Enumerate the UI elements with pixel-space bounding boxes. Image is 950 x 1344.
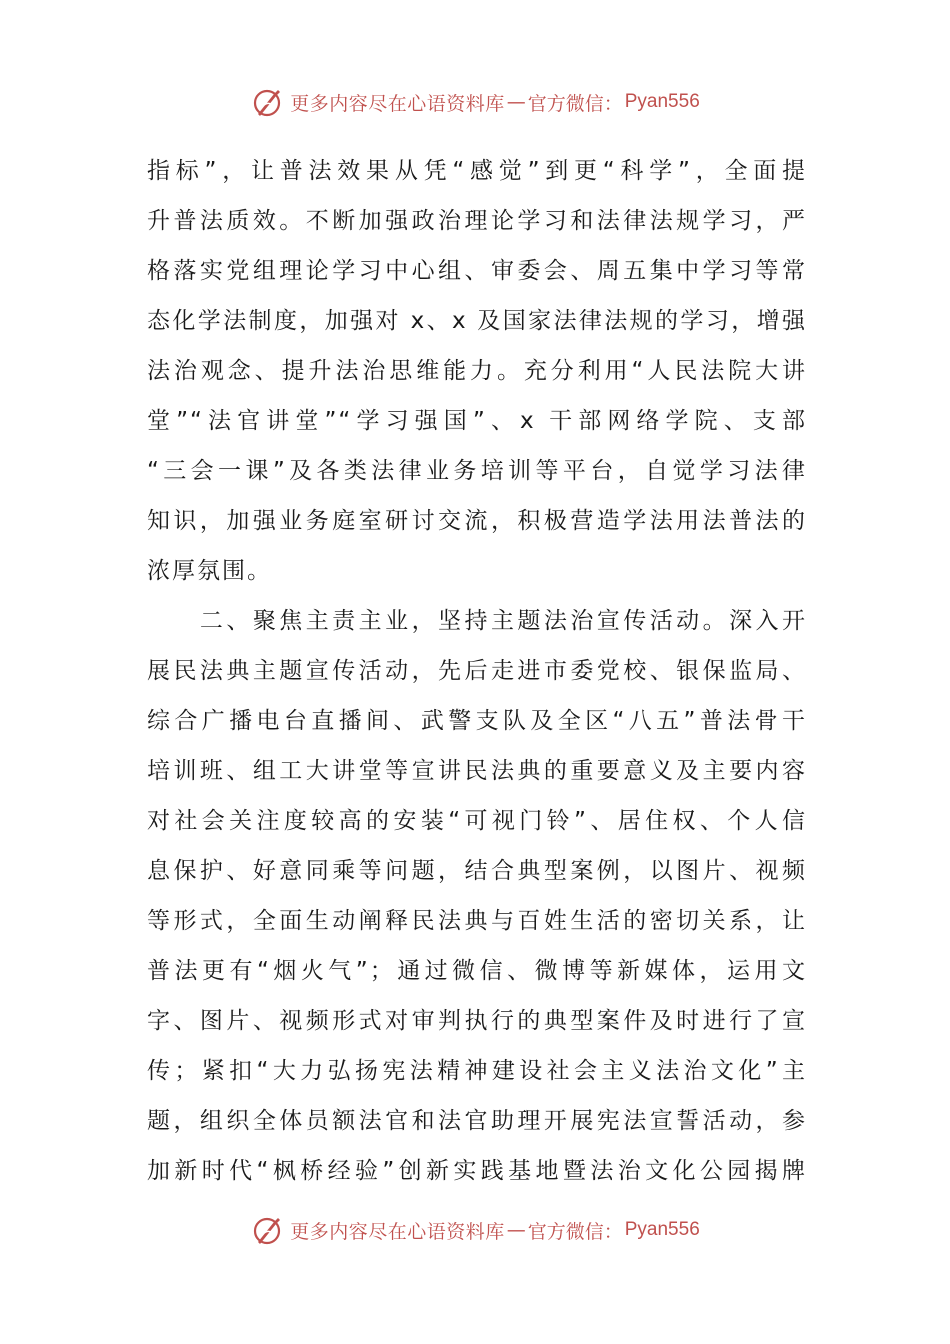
text-line: 字、图片、视频形式对审判执行的典型案件及时进行了宣	[147, 1008, 807, 1034]
banner-wechat-label: 官方微信：	[527, 1220, 623, 1243]
banner-dash: —	[506, 91, 526, 113]
text-line: 等形式，全面生动阐释民法典与百姓生活的密切关系，让	[147, 908, 807, 934]
text-line: 知识，加强业务庭室研讨交流，积极营造学法用法普法的	[147, 508, 807, 534]
text-line: 培训班、组工大讲堂等宣讲民法典的重要意义及主要内容	[147, 758, 807, 784]
pen-logo-icon	[250, 84, 286, 120]
text-line: 指标”，让普法效果从凭“感觉”到更“科学”，全面提	[147, 158, 807, 184]
text-line: 题，组织全体员额法官和法官助理开展宪法宣誓活动，参	[147, 1108, 807, 1134]
text-line: 堂”“法官讲堂”“学习强国”、x 干部网络学院、支部	[147, 408, 807, 434]
banner-dash: —	[506, 1219, 526, 1241]
header-banner	[0, 82, 950, 122]
text-line: 态化学法制度，加强对 x、x 及国家法律法规的学习，增强	[147, 308, 807, 334]
text-line: 格落实党组理论学习中心组、审委会、周五集中学习等常	[147, 258, 807, 284]
banner-wechat-id: Pyan556	[624, 91, 700, 112]
text-line: 法治观念、提升法治思维能力。充分利用“人民法院大讲	[147, 358, 807, 384]
pen-logo-icon	[250, 1212, 286, 1248]
banner-wechat-label: 官方微信：	[527, 92, 623, 115]
text-line: 二、聚焦主责主业，坚持主题法治宣传活动。深入开	[147, 608, 807, 634]
text-line: 普法更有“烟火气”；通过微信、微博等新媒体，运用文	[147, 958, 807, 984]
text-line: 息保护、好意同乘等问题，结合典型案例，以图片、视频	[147, 858, 807, 884]
banner-wechat-id: Pyan556	[624, 1219, 700, 1240]
banner-text: 更多内容尽在心语资料库	[290, 1220, 505, 1243]
footer-banner	[0, 1210, 950, 1250]
document-body	[147, 146, 807, 1196]
text-line: 传；紧扣“大力弘扬宪法精神建设社会主义法治文化”主	[147, 1058, 807, 1084]
text-line: 升普法质效。不断加强政治理论学习和法律法规学习，严	[147, 208, 807, 234]
text-line: 对社会关注度较高的安装“可视门铃”、居住权、个人信	[147, 808, 807, 834]
text-line: 加新时代“枫桥经验”创新实践基地暨法治文化公园揭牌	[147, 1158, 807, 1184]
text-line: 浓厚氛围。	[147, 558, 272, 584]
text-line: 综合广播电台直播间、武警支队及全区“八五”普法骨干	[147, 708, 807, 734]
banner-text: 更多内容尽在心语资料库	[290, 92, 505, 115]
text-line: “三会一课”及各类法律业务培训等平台，自觉学习法律	[147, 458, 807, 484]
text-line: 展民法典主题宣传活动，先后走进市委党校、银保监局、	[147, 658, 807, 684]
